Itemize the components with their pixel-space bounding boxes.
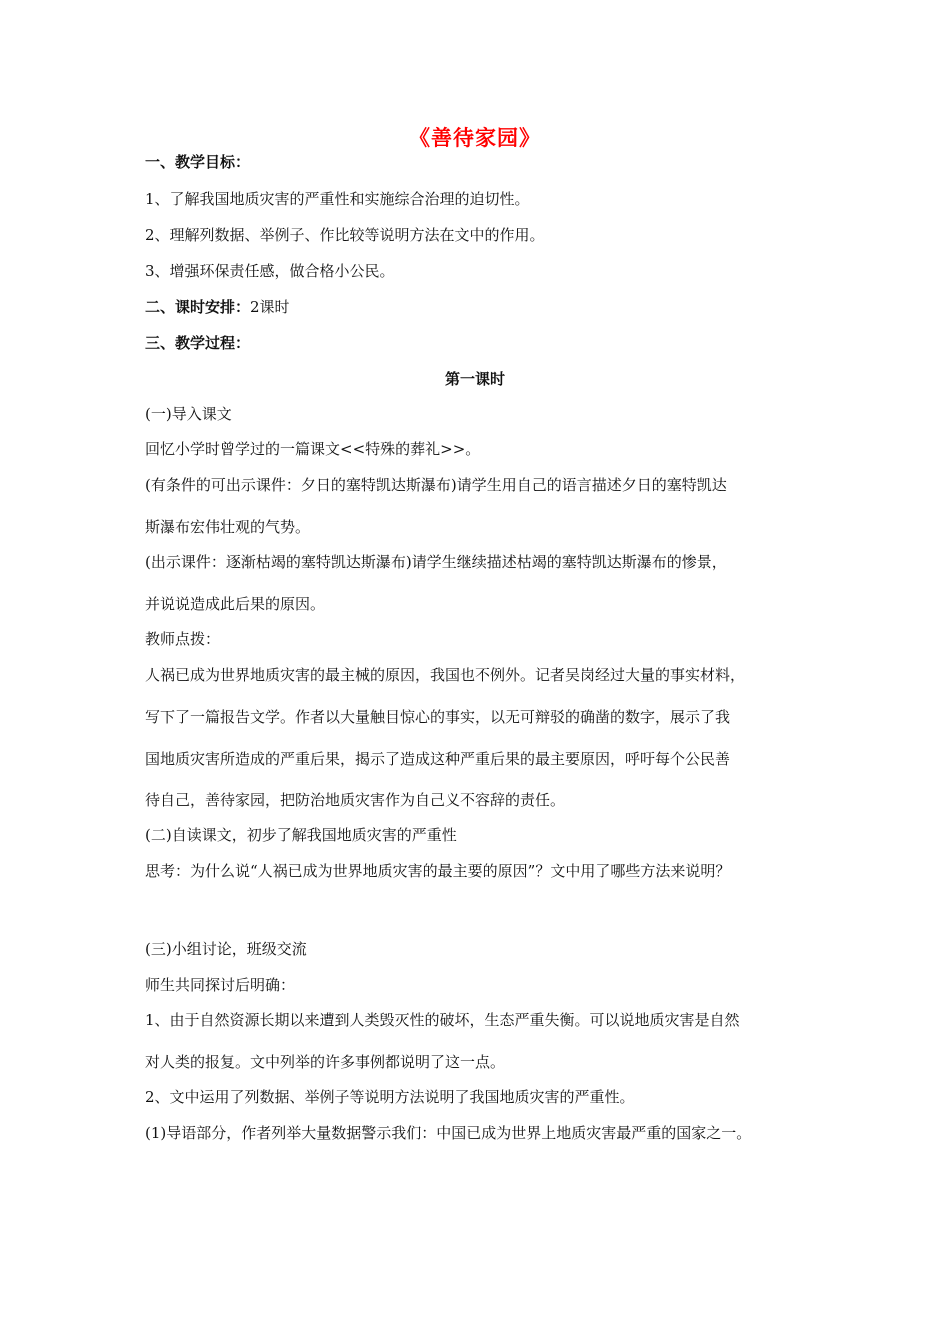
paragraph: 回忆小学时曾学过的一篇课文<<特殊的葬礼>>。 (145, 440, 481, 458)
paragraph: 国地质灾害所造成的严重后果，揭示了造成这种严重后果的最主要原因，呼吁每个公民善 (145, 750, 731, 768)
lesson-title: 第一课时 (444, 370, 505, 388)
paragraph: 待自己，善待家园，把防治地质灾害作为自己义不容辞的责任。 (145, 791, 566, 809)
section-heading-objectives: 一、教学目标： (145, 153, 251, 171)
paragraph: 并说说造成此后果的原因。 (145, 595, 326, 613)
paragraph: 2、文中运用了列数据、举例子等说明方法说明了我国地质灾害的严重性。 (145, 1088, 635, 1106)
section-heading-schedule: 二、课时安排： (145, 298, 251, 316)
paragraph: (1)导语部分，作者列举大量数据警示我们：中国已成为世界上地质灾害最严重的国家之一。 (145, 1124, 752, 1142)
paragraph: 思考：为什么说“人祸已成为世界地质灾害的最主要的原因”？文中用了哪些方法来说明？ (145, 862, 731, 880)
section-heading-process: 三、教学过程： (145, 334, 251, 352)
paragraph: 人祸已成为世界地质灾害的最主械的原因，我国也不例外。记者吴岗经过大量的事实材料， (145, 666, 746, 684)
paragraph: 教师点拨： (145, 630, 221, 648)
paragraph: 1、由于自然资源长期以来遭到人类毁灭性的破坏，生态严重失衡。可以说地质灾害是自然 (145, 1011, 740, 1029)
document-title: 《善待家园》 (409, 126, 541, 150)
paragraph: (三)小组讨论，班级交流 (145, 940, 307, 958)
schedule-value: 2课时 (250, 298, 290, 316)
objective-item: 3、增强环保责任感，做合格小公民。 (145, 262, 395, 280)
paragraph: 写下了一篇报告文学。作者以大量触目惊心的事实，以无可辩驳的确凿的数字，展示了我 (145, 708, 731, 726)
paragraph: (一)导入课文 (145, 405, 232, 423)
paragraph: (出示课件：逐渐枯竭的塞特凯达斯瀑布)请学生继续描述枯竭的塞特凯达斯瀑布的惨景， (145, 553, 727, 571)
paragraph: 斯瀑布宏伟壮观的气势。 (145, 518, 311, 536)
paragraph: 师生共同探讨后明确： (145, 976, 296, 994)
schedule-line (145, 297, 835, 317)
paragraph: (二)自读课文，初步了解我国地质灾害的严重性 (145, 826, 457, 844)
objective-item: 1、了解我国地质灾害的严重性和实施综合治理的迫切性。 (145, 190, 530, 208)
paragraph: (有条件的可出示课件：夕日的塞特凯达斯瀑布)请学生用自己的语言描述夕日的塞特凯达 (145, 476, 727, 494)
objective-item: 2、理解列数据、举例子、作比较等说明方法在文中的作用。 (145, 226, 545, 244)
paragraph: 对人类的报复。文中列举的许多事例都说明了这一点。 (145, 1053, 506, 1071)
